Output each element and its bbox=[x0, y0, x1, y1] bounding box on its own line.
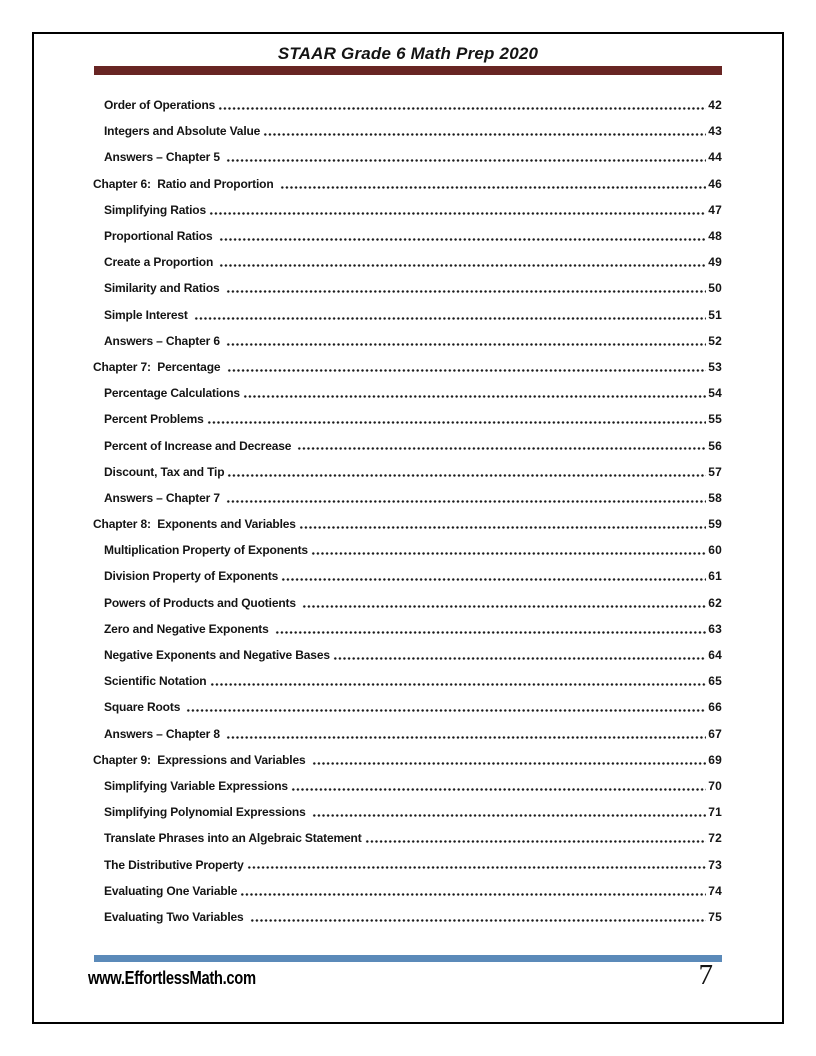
toc-entry-page-number: 63 bbox=[708, 621, 722, 636]
toc-entry-label: Answers – Chapter 7 bbox=[104, 490, 224, 505]
toc-entry-page-number: 73 bbox=[708, 857, 722, 872]
toc-entry-page-number: 69 bbox=[708, 752, 722, 767]
toc-dot-leader bbox=[227, 369, 707, 372]
toc-dot-leader bbox=[207, 421, 707, 424]
toc-entry[interactable] bbox=[93, 590, 722, 616]
toc-entry-label: Chapter 7: Percentage bbox=[93, 359, 224, 374]
toc-entry[interactable] bbox=[93, 747, 722, 773]
book-title-header: STAAR Grade 6 Math Prep 2020 bbox=[277, 44, 539, 63]
toc-entry-label: Similarity and Ratios bbox=[104, 281, 223, 296]
toc-dot-leader bbox=[218, 107, 706, 110]
toc-entry-label: Integers and Absolute Value bbox=[104, 124, 261, 139]
toc-entry-label: Scientific Notation bbox=[104, 674, 207, 689]
toc-entry-label: Evaluating One Variable bbox=[104, 883, 238, 898]
toc-entry[interactable] bbox=[93, 459, 722, 485]
toc-entry-page-number: 62 bbox=[708, 595, 722, 610]
toc-entry[interactable] bbox=[93, 380, 722, 406]
toc-entry[interactable] bbox=[93, 642, 722, 668]
toc-entry-page-number: 66 bbox=[708, 700, 722, 715]
toc-dot-leader bbox=[333, 657, 706, 660]
toc-dot-leader bbox=[226, 159, 706, 162]
toc-dot-leader bbox=[240, 893, 706, 896]
toc-entry-label: Proportional Ratios bbox=[104, 229, 216, 244]
toc-entry[interactable] bbox=[93, 694, 722, 720]
toc-entry-page-number: 55 bbox=[708, 412, 722, 427]
toc-entry[interactable] bbox=[93, 721, 722, 747]
toc-dot-leader bbox=[312, 814, 706, 817]
toc-entry-page-number: 59 bbox=[708, 517, 722, 532]
toc-entry-page-number: 57 bbox=[708, 464, 722, 479]
toc-entry-page-number: 51 bbox=[708, 307, 722, 322]
toc-dot-leader bbox=[226, 290, 707, 293]
toc-entry-page-number: 70 bbox=[708, 778, 722, 793]
footer-website-link[interactable]: www.EffortlessMath.com bbox=[88, 968, 256, 988]
toc-entry[interactable] bbox=[93, 537, 722, 563]
toc-entry-page-number: 71 bbox=[708, 805, 722, 820]
toc-entry-page-number: 54 bbox=[708, 386, 722, 401]
toc-entry-label: Negative Exponents and Negative Bases bbox=[104, 648, 330, 663]
toc-entry-page-number: 75 bbox=[708, 909, 722, 924]
toc-entry-page-number: 42 bbox=[708, 98, 722, 113]
toc-entry-label: Percent of Increase and Decrease bbox=[104, 438, 295, 453]
toc-dot-leader bbox=[250, 919, 707, 922]
toc-dot-leader bbox=[209, 212, 706, 215]
toc-entry-label: Square Roots bbox=[104, 700, 184, 715]
toc-dot-leader bbox=[299, 526, 706, 529]
toc-entry-page-number: 48 bbox=[708, 229, 722, 244]
toc-dot-leader bbox=[194, 317, 706, 320]
toc-entry-label: The Distributive Property bbox=[104, 857, 244, 872]
toc-entry[interactable] bbox=[93, 275, 722, 301]
toc-entry-page-number: 46 bbox=[708, 176, 722, 191]
toc-entry[interactable] bbox=[93, 249, 722, 275]
toc-entry-label: Order of Operations bbox=[104, 98, 216, 113]
toc-entry-label: Powers of Products and Quotients bbox=[104, 595, 300, 610]
toc-entry-page-number: 74 bbox=[708, 883, 722, 898]
toc-entry-page-number: 50 bbox=[708, 281, 722, 296]
toc-dot-leader bbox=[247, 866, 707, 869]
toc-dot-leader bbox=[311, 552, 706, 555]
toc-entry[interactable] bbox=[93, 118, 722, 144]
toc-entry[interactable] bbox=[93, 302, 722, 328]
toc-entry-label: Evaluating Two Variables bbox=[104, 909, 247, 924]
toc-entry-page-number: 67 bbox=[708, 726, 722, 741]
toc-entry-label: Chapter 9: Expressions and Variables bbox=[93, 752, 309, 767]
toc-entry[interactable] bbox=[93, 825, 722, 851]
toc-entry-label: Zero and Negative Exponents bbox=[104, 621, 272, 636]
toc-entry[interactable] bbox=[93, 406, 722, 432]
toc-dot-leader bbox=[226, 500, 706, 503]
toc-entry-label: Translate Phrases into an Algebraic Statement bbox=[104, 831, 362, 846]
toc-entry[interactable] bbox=[93, 328, 722, 354]
table-of-contents bbox=[93, 92, 722, 930]
toc-dot-leader bbox=[365, 840, 707, 843]
toc-entry[interactable] bbox=[93, 197, 722, 223]
toc-entry-label: Division Property of Exponents bbox=[104, 569, 279, 584]
toc-dot-leader bbox=[186, 709, 706, 712]
toc-dot-leader bbox=[226, 736, 706, 739]
toc-entry[interactable] bbox=[93, 668, 722, 694]
toc-entry-label: Simplifying Polynomial Expressions bbox=[104, 805, 309, 820]
toc-entry-page-number: 64 bbox=[708, 648, 722, 663]
toc-entry-page-number: 49 bbox=[708, 255, 722, 270]
toc-dot-leader bbox=[291, 788, 706, 791]
toc-entry[interactable] bbox=[93, 616, 722, 642]
toc-dot-leader bbox=[219, 264, 706, 267]
toc-entry[interactable] bbox=[93, 432, 722, 458]
toc-entry[interactable] bbox=[93, 773, 722, 799]
toc-entry-label: Create a Proportion bbox=[104, 255, 217, 270]
page-number: 7 bbox=[698, 959, 713, 991]
toc-entry-label: Percentage Calculations bbox=[104, 386, 240, 401]
toc-entry-label: Percent Problems bbox=[104, 412, 204, 427]
toc-entry-label: Answers – Chapter 6 bbox=[104, 333, 224, 348]
toc-entry-label: Answers – Chapter 8 bbox=[104, 726, 224, 741]
toc-entry-page-number: 61 bbox=[708, 569, 722, 584]
toc-entry[interactable] bbox=[93, 878, 722, 904]
toc-entry-label: Multiplication Property of Exponents bbox=[104, 543, 308, 558]
toc-entry-label: Chapter 6: Ratio and Proportion bbox=[93, 176, 277, 191]
toc-dot-leader bbox=[302, 605, 706, 608]
header-rule bbox=[94, 66, 722, 75]
toc-dot-leader bbox=[297, 447, 706, 450]
footer-rule bbox=[94, 955, 722, 962]
toc-dot-leader bbox=[312, 762, 707, 765]
toc-dot-leader bbox=[219, 238, 707, 241]
toc-dot-leader bbox=[243, 395, 706, 398]
toc-entry[interactable] bbox=[93, 851, 722, 877]
toc-entry-page-number: 47 bbox=[708, 202, 722, 217]
toc-entry-label: Discount, Tax and Tip bbox=[104, 464, 225, 479]
toc-entry-label: Chapter 8: Exponents and Variables bbox=[93, 517, 296, 532]
toc-dot-leader bbox=[227, 474, 706, 477]
toc-dot-leader bbox=[280, 186, 707, 189]
toc-entry-page-number: 53 bbox=[708, 359, 722, 374]
toc-entry[interactable] bbox=[93, 511, 722, 537]
toc-entry-label: Simplifying Variable Expressions bbox=[104, 778, 288, 793]
toc-dot-leader bbox=[263, 133, 706, 136]
toc-entry-page-number: 44 bbox=[708, 150, 722, 165]
toc-dot-leader bbox=[281, 578, 706, 581]
toc-dot-leader bbox=[226, 343, 706, 346]
toc-entry-page-number: 52 bbox=[708, 333, 722, 348]
toc-entry[interactable] bbox=[93, 171, 722, 197]
toc-dot-leader bbox=[275, 631, 706, 634]
toc-entry-label: Simplifying Ratios bbox=[104, 202, 206, 217]
toc-dot-leader bbox=[210, 683, 707, 686]
toc-entry[interactable] bbox=[93, 144, 722, 170]
toc-entry[interactable] bbox=[93, 354, 722, 380]
toc-entry-label: Simple Interest bbox=[104, 307, 191, 322]
toc-entry[interactable] bbox=[93, 92, 722, 118]
toc-entry-page-number: 60 bbox=[708, 543, 722, 558]
toc-entry-page-number: 43 bbox=[708, 124, 722, 139]
toc-entry[interactable] bbox=[93, 563, 722, 589]
toc-entry[interactable] bbox=[93, 223, 722, 249]
toc-entry[interactable] bbox=[93, 485, 722, 511]
toc-entry[interactable] bbox=[93, 904, 722, 930]
toc-entry-page-number: 65 bbox=[708, 674, 722, 689]
toc-entry-page-number: 72 bbox=[708, 831, 722, 846]
toc-entry-label: Answers – Chapter 5 bbox=[104, 150, 224, 165]
toc-entry-page-number: 56 bbox=[708, 438, 722, 453]
toc-entry-page-number: 58 bbox=[708, 490, 722, 505]
toc-entry[interactable] bbox=[93, 799, 722, 825]
